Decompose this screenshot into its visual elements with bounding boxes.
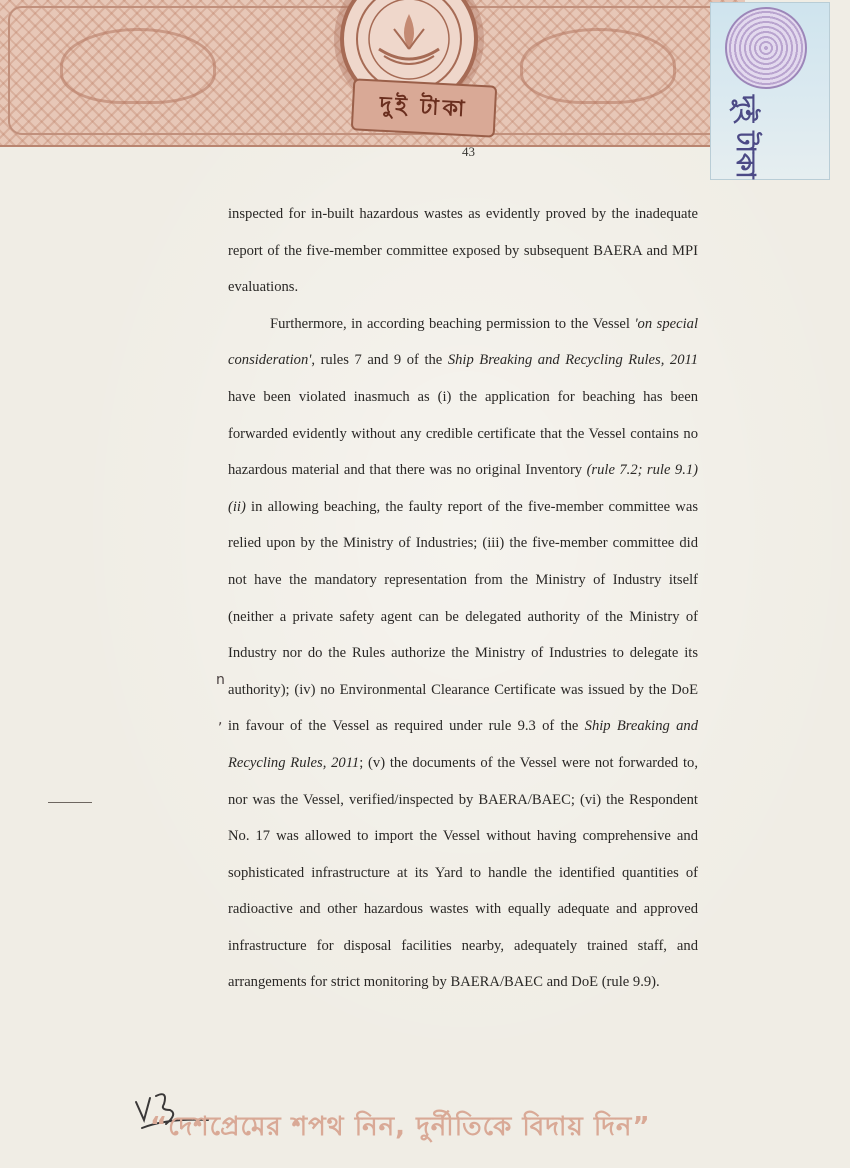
stamp-ornament-right	[520, 28, 676, 104]
margin-dash	[48, 802, 92, 803]
revenue-stamp-denomination: দুই টাকা	[730, 95, 760, 179]
revenue-stamp	[710, 2, 830, 180]
stamp-paper-header	[0, 0, 745, 147]
paragraph	[228, 306, 698, 1001]
text-segment: in allowing beaching, the faulty report of the five-member committee was relied upon by the Ministry of Industries; (iii) the five-member committee did not have the mandatory representation from the Ministry of Industry itself (neither a private safety agent can be delegated authority of the Ministry of Industry nor do the Rules authorize the Ministry of Industries to delegate its authority); (iv) no Environmental Clearance Certificate was issued by the DoE in favour of the Vessel as required under rule 9.3 of the	[228, 498, 698, 735]
text-segment-italic: (rule 7.2; rule 9.1) (ii)	[228, 462, 698, 515]
margin-pen-mark: ,	[218, 712, 223, 728]
text-segment-italic: Ship Breaking and Recycling Rules, 2011	[447, 352, 699, 369]
margin-pen-mark: n	[216, 672, 225, 688]
document-body	[228, 196, 698, 1001]
stamp-ornament-left	[60, 28, 216, 104]
text-segment: have been violated inasmuch as (i) the application for beaching has been forwarded evidently without any credible certificate that the Vessel contains no hazardous material and that there was no original Inventory	[228, 388, 698, 479]
text-segment: , rules 7 and 9 of the	[311, 352, 448, 369]
text-segment-italic: 'on special consideration'	[228, 315, 698, 369]
text-segment: Furthermore, in according beaching permission to the Vessel	[270, 315, 635, 332]
text-segment: ; (v) the documents of the Vessel were not forwarded to, nor was the Vessel, verified/inspected by BAERA/BAEC; (vi) the Respondent No. 17 was allowed to import the Vessel without having comprehensive and sophisticated infrastructure at its Yard to handle the identified quantities of radioactive and other hazardous wastes with equally adequate and approved infrastructure for disposal facilities nearby, adequately trained staff, and arrangements for strict monitoring by BAERA/BAEC and DoE (rule 9.9).	[228, 754, 698, 991]
page-number: 43	[462, 144, 475, 159]
stamp-denomination-banner: দুই টাকা	[351, 78, 498, 137]
paragraph	[228, 196, 698, 306]
text-segment-italic: Ship Breaking and Recycling Rules, 2011	[228, 718, 698, 771]
revenue-stamp-seal-icon	[725, 7, 807, 89]
text-segment: inspected for in-built hazardous wastes as evidently proved by the inadequate report of the five-member committee exposed by subsequent BAERA and MPI evaluations.	[228, 206, 698, 296]
footer-slogan: “দেশপ্রেমের শপথ নিন, দুর্নীতিকে বিদায় দিন”	[150, 1112, 651, 1142]
